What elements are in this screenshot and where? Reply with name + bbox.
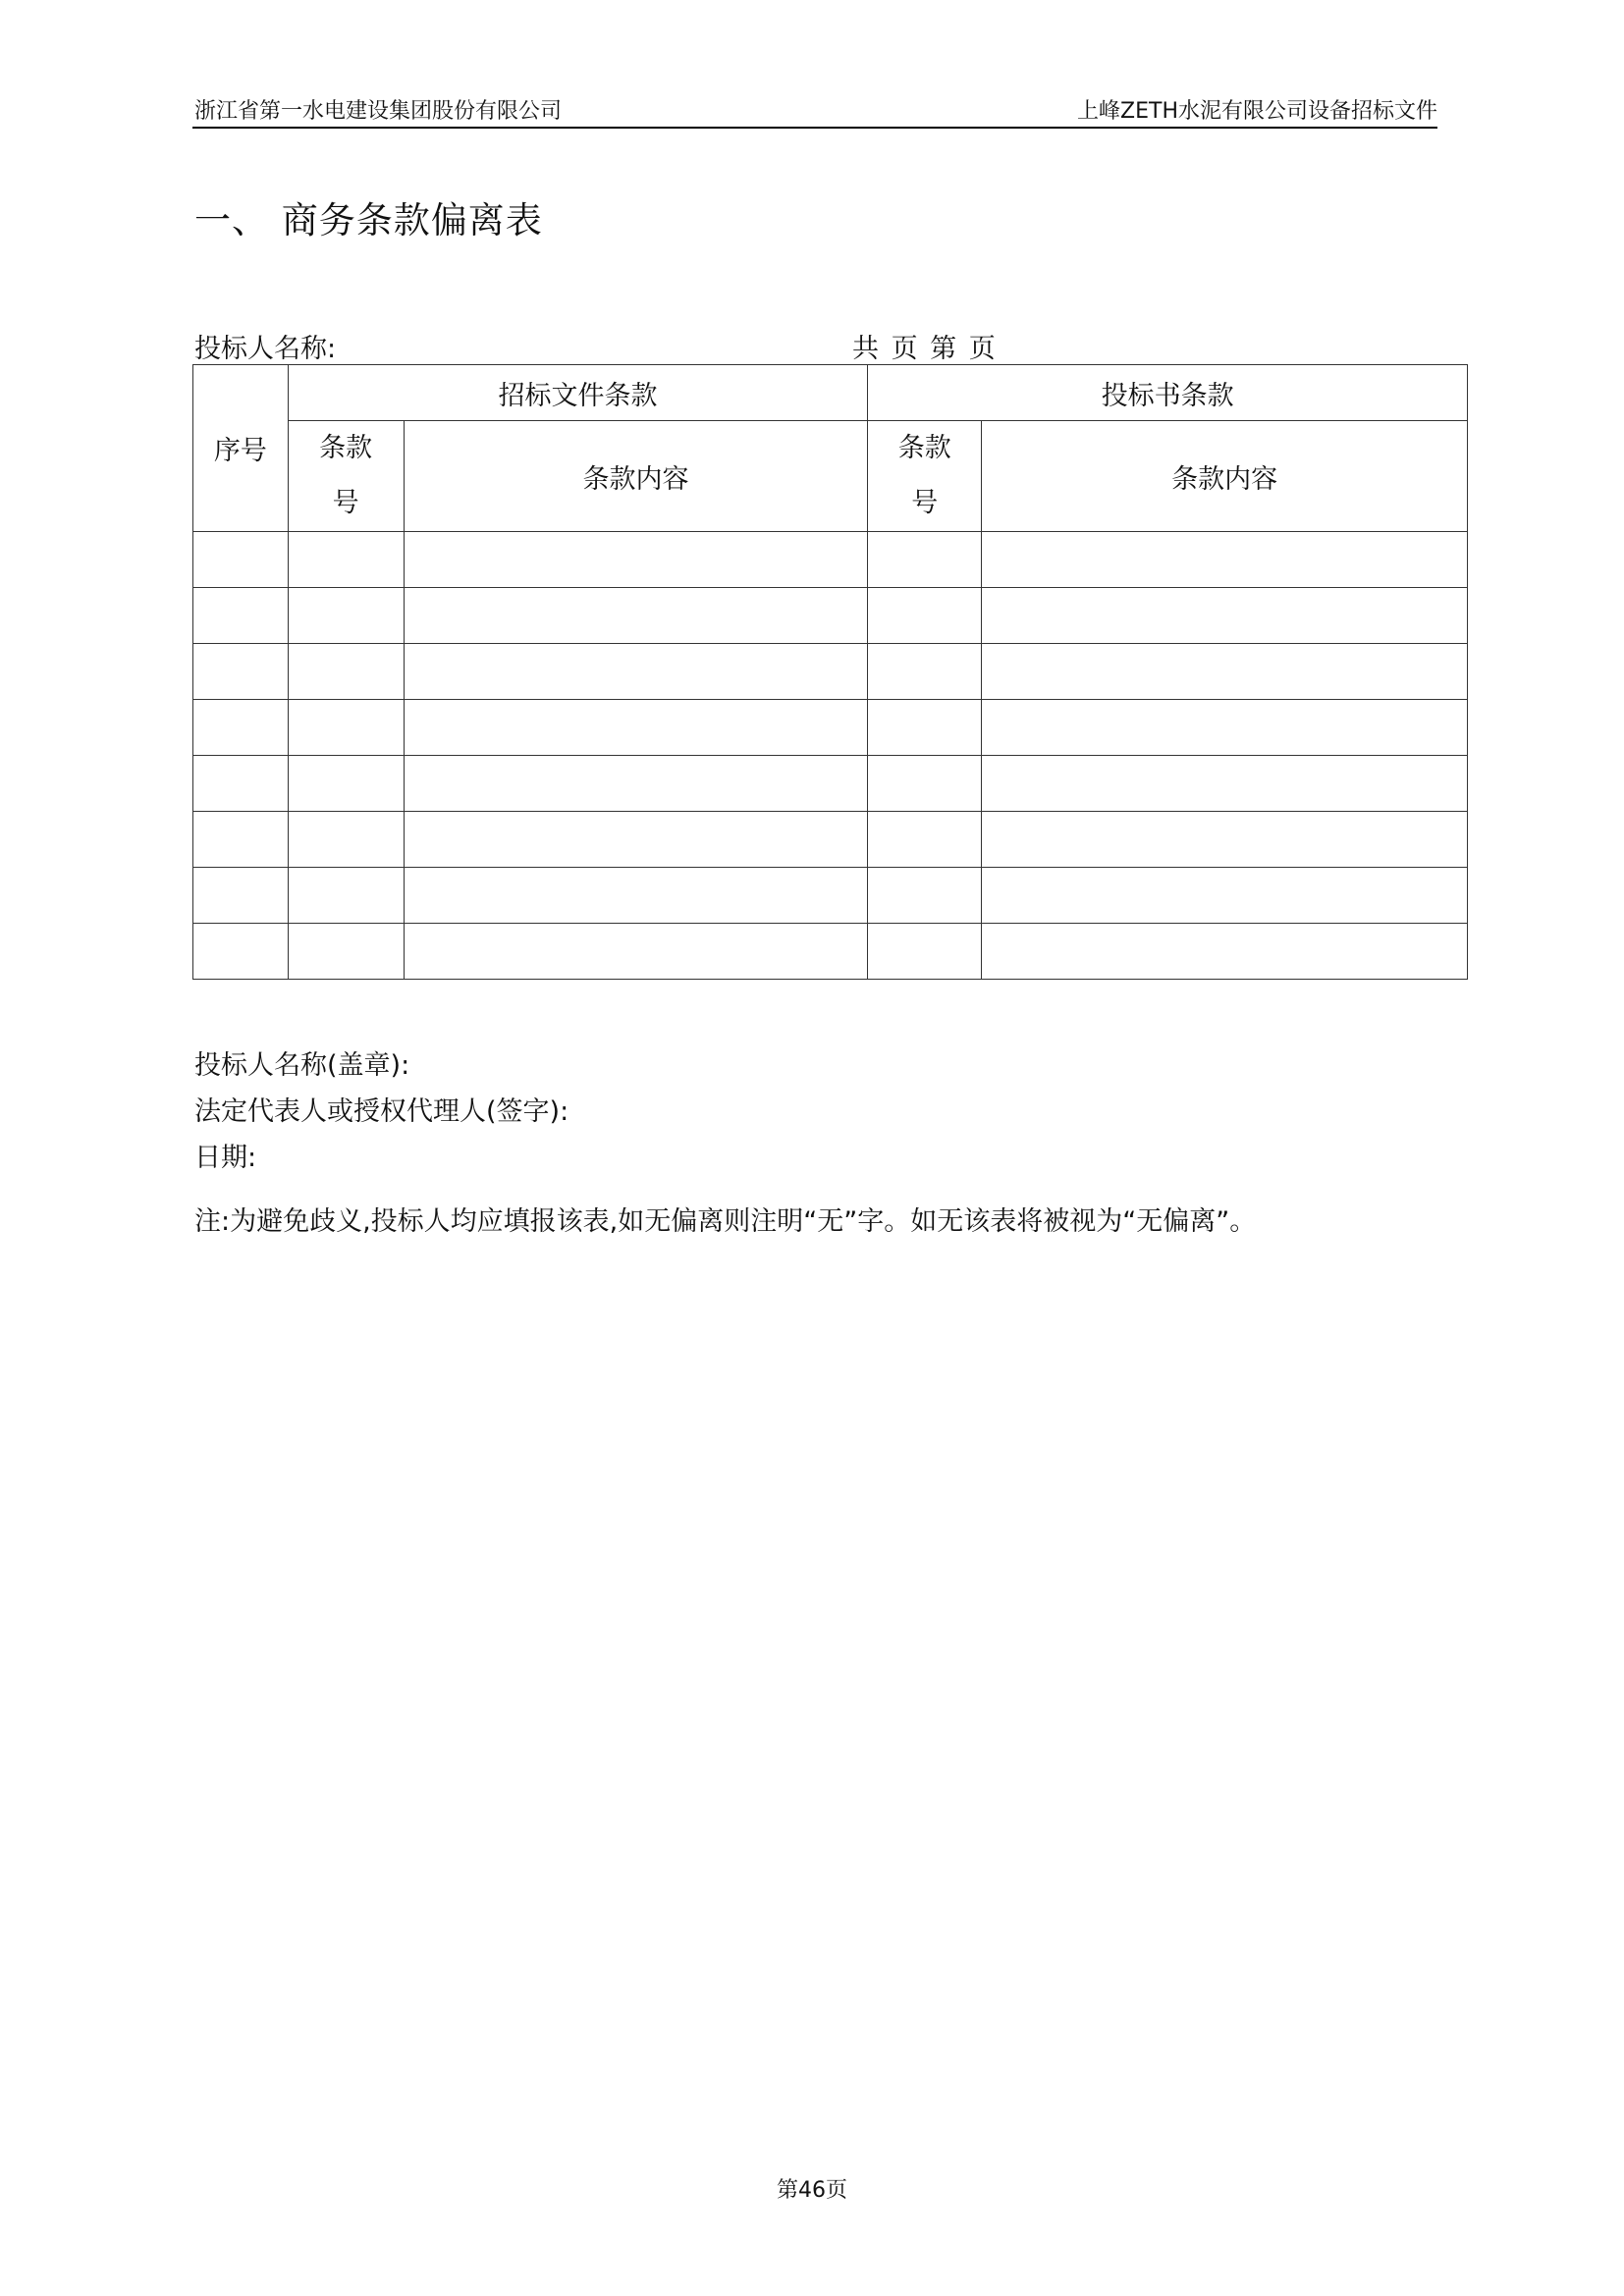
cell-tender-clause-content[interactable] [404,644,868,700]
cell-tender-clause-no[interactable] [288,868,404,924]
cell-tender-clause-no[interactable] [288,644,404,700]
cell-tender-clause-content[interactable] [404,700,868,756]
cell-seq[interactable] [193,812,289,868]
cell-tender-clause-content[interactable] [404,868,868,924]
cell-seq[interactable] [193,700,289,756]
cell-bid-clause-no[interactable] [868,924,982,980]
cell-tender-clause-no[interactable] [288,532,404,588]
header-bid-clauses: 投标书条款 [868,365,1468,421]
cell-bid-clause-no[interactable] [868,588,982,644]
cell-seq[interactable] [193,588,289,644]
bidder-name-label: 投标人名称: [194,334,337,364]
cell-bid-clause-content[interactable] [982,588,1468,644]
cell-bid-clause-content[interactable] [982,756,1468,812]
cell-bid-clause-no[interactable] [868,756,982,812]
cell-tender-clause-no[interactable] [288,756,404,812]
cell-seq[interactable] [193,924,289,980]
instruction-note: 注:为避免歧义,投标人均应填报该表,如无偏离则注明“无”字。如无该表将被视为“无偏离”。 [194,1206,1257,1237]
table-row [193,700,1468,756]
cell-bid-clause-content[interactable] [982,644,1468,700]
bidder-seal-field: 投标人名称(盖章): [194,1050,410,1081]
representative-signature-field: 法定代表人或授权代理人(签字): [194,1096,569,1127]
cell-tender-clause-no[interactable] [288,700,404,756]
cell-bid-clause-no[interactable] [868,812,982,868]
cell-seq[interactable] [193,868,289,924]
table-row [193,588,1468,644]
header-seq-no: 序号 [193,365,289,532]
cell-bid-clause-content[interactable] [982,700,1468,756]
cell-seq[interactable] [193,532,289,588]
cell-tender-clause-content[interactable] [404,812,868,868]
cell-seq[interactable] [193,644,289,700]
deviation-table [192,364,1468,980]
cell-bid-clause-content[interactable] [982,868,1468,924]
table-header-row [193,365,1468,421]
cell-tender-clause-no[interactable] [288,924,404,980]
cell-bid-clause-content[interactable] [982,812,1468,868]
cell-tender-clause-content[interactable] [404,588,868,644]
date-field: 日期: [194,1143,257,1173]
page-count-label: 共 页 第 页 [852,334,998,364]
subheader-bid-clause-no [868,421,982,532]
table-row [193,812,1468,868]
table-row [193,532,1468,588]
header-divider [192,127,1437,129]
header-tender-clauses: 招标文件条款 [288,365,868,421]
cell-tender-clause-no[interactable] [288,588,404,644]
cell-tender-clause-no[interactable] [288,812,404,868]
table-subheader-row [193,421,1468,532]
table-row [193,868,1468,924]
subheader-tender-clause-content: 条款内容 [404,421,868,532]
cell-bid-clause-no[interactable] [868,644,982,700]
table-row [193,924,1468,980]
cell-bid-clause-no[interactable] [868,868,982,924]
header-company-name: 浙江省第一水电建设集团股份有限公司 [194,99,563,124]
cell-bid-clause-content[interactable] [982,924,1468,980]
cell-bid-clause-content[interactable] [982,532,1468,588]
cell-tender-clause-content[interactable] [404,756,868,812]
table-row [193,644,1468,700]
bid-clause-no-label: 条款号 [897,433,951,518]
header-document-title: 上峰ZETH水泥有限公司设备招标文件 [1077,99,1437,124]
page-number: 第46页 [777,2178,847,2203]
tender-clause-no-label: 条款号 [319,433,373,518]
cell-tender-clause-content[interactable] [404,924,868,980]
cell-bid-clause-no[interactable] [868,700,982,756]
table-row [193,756,1468,812]
cell-seq[interactable] [193,756,289,812]
section-title: 一、 商务条款偏离表 [194,199,543,241]
cell-bid-clause-no[interactable] [868,532,982,588]
cell-tender-clause-content[interactable] [404,532,868,588]
subheader-bid-clause-content: 条款内容 [982,421,1468,532]
subheader-tender-clause-no [288,421,404,532]
